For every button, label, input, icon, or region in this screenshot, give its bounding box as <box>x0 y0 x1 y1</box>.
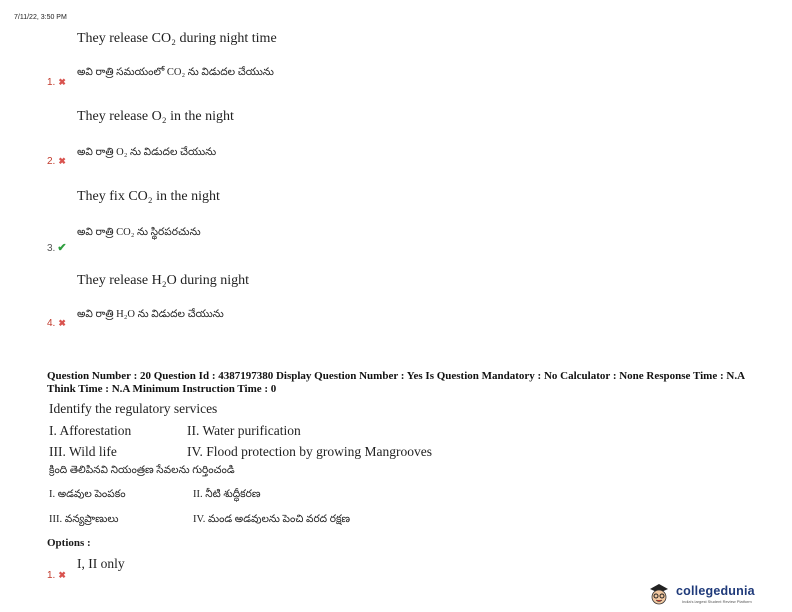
option-1-telugu: అవి రాత్రి సమయంలో CO₂ ను విడుదల చేయును <box>77 67 274 78</box>
option-number: 2. <box>47 156 56 167</box>
statement-4-telugu: IV. మండ అడవులను పెంచి వరద రక్షణ <box>193 514 351 525</box>
option-number: 1. <box>47 570 56 581</box>
options-label: Options : <box>47 537 91 549</box>
q20-option-1-number <box>47 570 66 581</box>
question-info: Question Number : 20 Question Id : 4387197380 Display Question Number : Yes Is Question Mandatory : No Calculator : None Response Time : N.A Think Time : N.A Minimum Instruction Time : 0 <box>47 370 745 395</box>
option-2-telugu: అవి రాత్రి O₂ ను విడుదల చేయును <box>77 147 217 158</box>
option-1-number <box>47 77 66 88</box>
statement-3-english: III. Wild life <box>49 444 117 459</box>
wrong-mark-icon: ✖ <box>58 77 66 87</box>
option-2-english: They release O₂ in the night <box>77 109 234 124</box>
option-number: 4. <box>47 318 56 329</box>
option-3-english: They fix CO₂ in the night <box>77 189 220 204</box>
question-prompt-english: Identify the regulatory services <box>49 401 218 416</box>
option-4-telugu: అవి రాత్రి H₂O ను విడుదల చేయును <box>77 309 224 320</box>
statement-1-telugu: I. అడవుల పెంపకం <box>49 489 126 500</box>
statement-3-telugu: III. వన్యప్రాణులు <box>49 514 119 525</box>
q20-option-1-text: I, II only <box>77 556 125 571</box>
option-1-english: They release CO₂ during night time <box>77 31 277 46</box>
option-2-number <box>47 156 66 167</box>
logo-name: collegedunia <box>676 584 755 598</box>
wrong-mark-icon: ✖ <box>58 156 66 166</box>
mascot-logo-icon <box>648 582 670 606</box>
statement-1-english: I. Afforestation <box>49 423 132 438</box>
wrong-mark-icon: ✖ <box>58 570 66 580</box>
option-4-number <box>47 318 66 329</box>
statement-2-telugu: II. నీటి శుద్ధీకరణ <box>193 489 261 500</box>
statement-2-english: II. Water purification <box>187 423 301 438</box>
option-3-telugu: అవి రాత్రి CO₂ ను స్థిరపరచును <box>77 227 201 238</box>
wrong-mark-icon: ✖ <box>58 318 66 328</box>
statement-4-english: IV. Flood protection by growing Mangrooves <box>187 444 432 459</box>
logo-tagline: India's largest Student Review Platform <box>682 599 752 604</box>
correct-check-icon: ✔ <box>57 242 67 254</box>
option-number: 1. <box>47 77 56 88</box>
option-3-number <box>47 241 67 254</box>
question-prompt-telugu: క్రింది తెలిపినవి నియంత్రణ సేవలను గుర్తించండి <box>49 465 235 476</box>
option-number: 3. <box>47 243 56 254</box>
print-timestamp: 7/11/22, 3:50 PM <box>14 14 67 21</box>
option-4-english: They release H₂O during night <box>77 273 250 288</box>
